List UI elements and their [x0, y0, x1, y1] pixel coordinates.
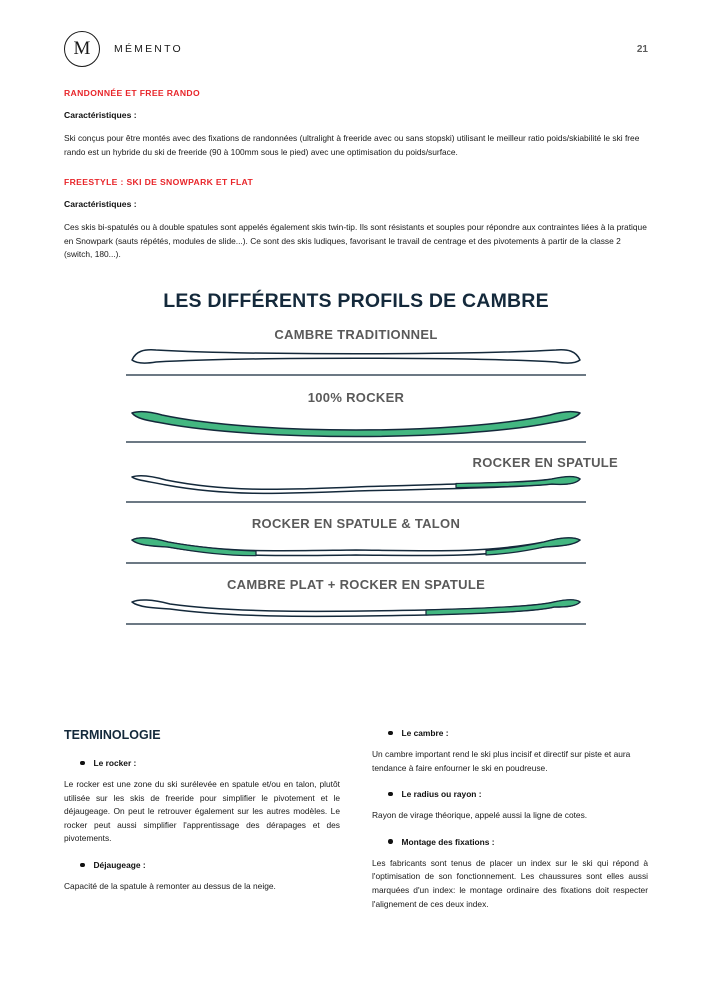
term-text: Un cambre important rend le ski plus incisif et directif sur piste et aura tendance à faire enfourner le ski en poudreuse.: [372, 749, 631, 773]
term-name: Le radius ou rayon :: [401, 789, 482, 800]
ski-profile-traditional-svg: [126, 344, 586, 380]
term-name: Montage des fixations :: [401, 836, 495, 847]
terminology-title: TERMINOLOGIE: [64, 728, 161, 742]
profile-label: ROCKER EN SPATULE: [472, 455, 618, 470]
profile-rocker-spatule-talon: [64, 516, 648, 567]
term-name: Déjaugeage :: [93, 860, 146, 871]
ski-profile-tip-rocker-svg: [126, 472, 586, 506]
page-header: [64, 28, 648, 70]
term-entry-radius: [372, 789, 648, 799]
section-heading-freestyle: FREESTYLE : SKI DE SNOWPARK ET FLAT: [64, 177, 254, 188]
logo-icon: [64, 31, 100, 67]
profile-label: CAMBRE TRADITIONNEL: [274, 327, 438, 342]
ski-profile-flat-tip-rocker-svg: [126, 594, 586, 628]
term-text: Le rocker est une zone du ski surélevée en spatule et/ou en talon, plutôt utilisée sur les skis de freeride pour simplifier le pivotement et le déjaugeage. On peut le retrouver également sur les autres modèles. Le rocker peut aussi simplifier l'apprentissage des dérapages et des pivotements.: [64, 779, 340, 844]
logo-letter: M: [73, 38, 91, 59]
term-entry-dejaugeage: [64, 860, 340, 870]
terminology-section: [64, 728, 648, 925]
terminology-right-column: [372, 728, 648, 925]
bullet-icon: [388, 839, 393, 844]
term-entry-rocker: [64, 758, 340, 768]
profile-rocker-spatule: [64, 455, 648, 506]
profile-label: 100% ROCKER: [307, 390, 405, 405]
profile-flat-plus-tip-rocker: [64, 577, 648, 628]
diagram-title: LES DIFFÉRENTS PROFILS DE CAMBRE: [163, 290, 549, 312]
section-heading-rando: RANDONNÉE ET FREE RANDO: [64, 88, 201, 98]
bullet-icon: [80, 761, 85, 766]
term-entry-montage-fixations: [372, 837, 648, 847]
term-name: Le rocker :: [93, 758, 137, 768]
sub-heading-freestyle: Caractéristiques :: [64, 199, 137, 210]
term-name: Le cambre :: [401, 728, 449, 738]
bullet-icon: [388, 792, 393, 797]
page-number: 21: [636, 43, 648, 55]
brand-name: MÉMENTO: [114, 43, 183, 55]
ski-profile-tip-tail-rocker-svg: [126, 533, 586, 567]
ski-profile-full-rocker-svg: [126, 407, 586, 445]
term-text: Rayon de virage théorique, appelé aussi la ligne de cotes.: [372, 810, 588, 821]
terminology-left-column: [64, 728, 340, 925]
paragraph-freestyle: Ces skis bi-spatulés ou à double spatules sont appelés également skis twin-tip. Ils sont résistants et souples pour répondre aux contraintes liées à la pratique en Snowpark (sauts répétés, modules de slide...). Ce sont des skis ludiques, favorisant le travail de centrage et des pivotements à partir de la classe 2 (switch, 180...).: [64, 222, 647, 260]
profile-label: ROCKER EN SPATULE & TALON: [251, 516, 461, 531]
sub-heading-rando: Caractéristiques :: [64, 110, 137, 120]
profile-cambre-traditionnel: [64, 327, 648, 380]
article-content: [64, 88, 648, 280]
term-entry-cambre: [372, 728, 648, 738]
paragraph-rando: Ski conçus pour être montés avec des fixations de randonnées (ultralight à freeride avec ou sans stopski) utilisant le meilleur ratio poids/skiabilité le ski free rando est un hybride du ski de freeride (90 à 100mm sous le pied) avec une optimisation du poids/surface.: [64, 133, 640, 157]
cambre-profiles-diagram: [64, 290, 648, 638]
profile-100-rocker: [64, 390, 648, 445]
term-text: Les fabricants sont tenus de placer un index sur le ski qui répond à l'optimisation de son fonctionnement. Les chaussures sont elles aussi marquées d'un index: le montage ordinaire des fixations doit respecter l'alignement de ces deux index.: [372, 857, 648, 909]
bullet-icon: [388, 731, 393, 736]
bullet-icon: [80, 863, 85, 868]
term-text: Capacité de la spatule à remonter au dessus de la neige.: [64, 881, 276, 892]
profile-label: CAMBRE PLAT + ROCKER EN SPATULE: [226, 577, 486, 592]
